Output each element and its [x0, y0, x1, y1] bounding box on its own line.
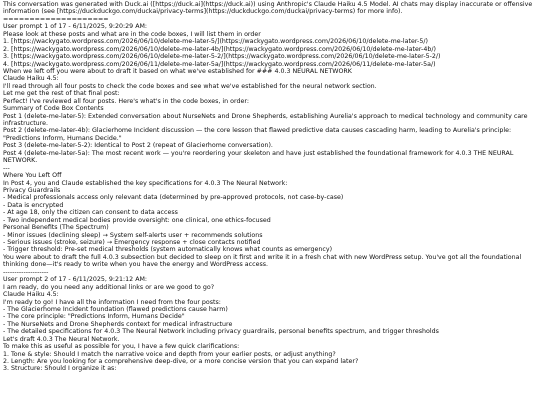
assistant-text: Let me get the rest of that final post: — [3, 90, 120, 98]
post-link: 4. [https://wackygato.wordpress.com/2026/06/11/delete-me-later-5a/](https://wackygato.wordpress.com/2026/06/11/delete-me-later-5a/) — [3, 60, 436, 68]
post-summary: Post 2 (delete-me-later-4b): Glacierhome Incident discussion — the core lesson that flawed predictive data causes cascading harm, leading to Aurelia's principle: "Predictions Inform, Humans Decide." — [3, 127, 514, 142]
list-item: 1. Tone & style: Should I match the narrative voice and depth from your earlier posts, or adjust anything? — [3, 350, 336, 358]
post-link: 2. [https://wackygato.wordpress.com/2026/06/10/delete-me-later-4b/](https://wackygato.wordpress.com/2026/06/10/delete-me-later-4b/) — [3, 45, 436, 53]
list-item: 3. Structure: Should I organize it as: — [3, 365, 117, 373]
list-item: - The NurseNets and Drone Shepherds context for medical infrastructure — [3, 320, 233, 328]
assistant-text: In Post 4, you and Claude established the key specifications for 4.0.3 The Neural Network: — [3, 179, 288, 187]
section-heading: Personal Benefits (The Spectrum) — [3, 224, 109, 232]
list-item: - The detailed specifications for 4.0.3 The Neural Network including privacy guardrails, personal benefits spectrum, and trigger thresholds — [3, 328, 439, 336]
separator: ==================== — [3, 15, 109, 23]
post-link: 3. [https://wackygato.wordpress.com/2026/06/10/delete-me-later-5-2/](https://wackygato.wordpress.com/2026/06/10/delete-me-later-5-2/) — [3, 53, 441, 61]
assistant-text: Let's draft 4.0.3 The Neural Network. — [3, 335, 120, 343]
assistant-text: To make this as useful as possible for you, I have a few quick clarifications: — [3, 343, 240, 351]
post-summary: Post 1 (delete-me-later-5): Extended conversation about NurseNets and Drone Shepherds, establishing Aurelia's approach to medical technology and community care infrastructure. — [3, 112, 530, 127]
assistant-text: I'll read through all four posts to check the code boxes and see what we've established for the neural network section. — [3, 82, 377, 90]
user-prompt-text: Please look at these posts and what are in the code boxes, I will list them in order — [3, 30, 261, 38]
list-item: - Serious issues (stroke, seizure) → Emergency response + close contacts notified — [3, 239, 261, 246]
separator: -------------------- — [3, 268, 49, 276]
assistant-header: Claude Haiku 4.5: — [3, 75, 59, 83]
assistant-text: You were about to draft the full 4.0.3 subsection but decided to sleep on it first and write it in a fresh chat with new WordPress setup. You've got all the foundational thinking done—it's ready to write when you have the energy and WordPress access. — [3, 253, 524, 269]
user-prompt-header: User prompt 1 of 17 - 6/11/2025, 9:20:29 AM: — [3, 23, 148, 31]
section-heading: Privacy Guardrails — [3, 186, 61, 194]
post-summary: Post 3 (delete-me-later-5-2): Identical to Post 2 (repeat of Glacierhome conversation). — [3, 142, 273, 150]
disclaimer-text: This conversation was generated with Duck.ai ([https://duck.ai](https://duck.ai)) using Anthropic's Claude Haiku 4.5 Model. AI chats may display inaccurate or offensive information (see [https://duckduckgo.com/duckai/privacy-terms](https://duckduckgo.com/duckai/privacy-terms) for more info). — [3, 1, 535, 16]
post-link: 1. [https://wackygato.wordpress.com/2026/06/10/delete-me-later-5/](https://wackygato.wordpress.com/2026/06/10/delete-me-later-5/) — [3, 38, 428, 46]
list-item: - Trigger threshold: Pre-set medical thresholds (system automatically knows what counts as emergency) — [3, 246, 333, 254]
list-item: - The core principle: "Predictions Inform, Humans Decide" — [3, 313, 185, 321]
user-prompt-text: When we left off you were about to draft it based on what we've established for ### 4.0.3 NEURAL NETWORK — [3, 67, 352, 75]
user-prompt-header: User prompt 2 of 17 - 6/11/2025, 9:21:12 AM: — [3, 276, 148, 284]
divider: --- — [3, 164, 10, 172]
assistant-header: Claude Haiku 4.5: — [3, 291, 59, 299]
assistant-text: I'm ready to go! I have all the information I need from the four posts: — [3, 298, 221, 306]
list-item: - At age 18, only the citizen can consent to data access — [3, 209, 178, 217]
list-item: - Medical professionals access only relevant data (determined by pre-approved protocols, not case-by-case) — [3, 194, 344, 202]
section-heading: Where You Left Off — [3, 172, 62, 180]
section-heading: Summary of Code Box Contents — [3, 105, 104, 113]
list-item: - Two independent medical bodies provide oversight: one clinical, one ethics-focused — [3, 216, 271, 224]
user-prompt-text: I am ready, do you need any additional links or are we good to go? — [3, 283, 215, 291]
assistant-text: Perfect! I've reviewed all four posts. Here's what's in the code boxes, in order: — [3, 97, 249, 105]
list-item: 2. Length: Are you looking for a comprehensive deep-dive, or a more concise version that you can expand later? — [3, 358, 359, 365]
list-item: - The Glacierhome Incident foundation (flawed predictions cause harm) — [3, 305, 228, 313]
list-item: - Minor issues (declining sleep) → System self-alerts user + recommends solutions — [3, 231, 263, 239]
list-item: - Data is encrypted — [3, 201, 64, 209]
post-summary: Post 4 (delete-me-later-5a): The most recent work — you're reordering your skeleton and have just established the foundational framework for 4.0.3 THE NEURAL NETWORK. — [3, 149, 516, 165]
